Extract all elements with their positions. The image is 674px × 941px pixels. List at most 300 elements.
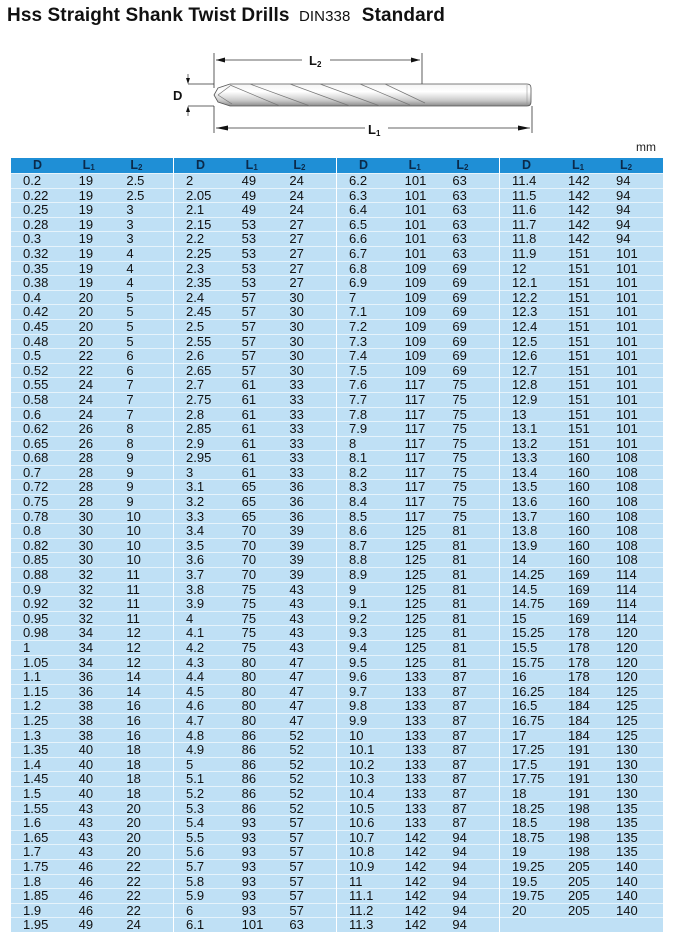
flute-length-cell: 57 xyxy=(289,873,304,889)
overall-length-cell: 53 xyxy=(241,275,257,291)
flute-length-cell: 63 xyxy=(289,917,304,933)
flute-length-cell: 57 xyxy=(289,902,304,918)
diameter-cell: 18.5 xyxy=(512,815,538,831)
diameter-cell: 2.7 xyxy=(186,377,205,393)
table-row xyxy=(174,261,336,276)
table-row xyxy=(11,334,173,349)
header-subscript: 1 xyxy=(90,163,95,172)
diameter-cell: 1.8 xyxy=(23,873,42,889)
title-standard: DIN338 xyxy=(298,8,351,25)
overall-length-cell: 36 xyxy=(78,683,94,699)
overall-length-cell: 205 xyxy=(568,902,590,918)
flute-length-cell: 27 xyxy=(289,260,304,276)
diameter-cell: 10.7 xyxy=(349,829,375,845)
table-row xyxy=(174,611,336,626)
overall-length-cell: 53 xyxy=(241,245,257,261)
diameter-cell: 2.1 xyxy=(186,202,205,218)
flute-length-cell: 18 xyxy=(126,785,141,801)
flute-length-cell: 81 xyxy=(452,596,467,612)
overall-length-cell: 93 xyxy=(241,902,257,918)
diameter-cell: 0.82 xyxy=(23,537,49,553)
diameter-cell: 4.9 xyxy=(186,742,205,758)
table-row xyxy=(500,917,663,932)
header-label: L xyxy=(408,158,417,172)
flute-length-cell: 120 xyxy=(616,669,638,685)
header-cell xyxy=(399,158,447,173)
table-row xyxy=(337,231,499,246)
table-row xyxy=(174,275,336,290)
flute-length-cell: 75 xyxy=(452,494,467,510)
overall-length-cell: 61 xyxy=(241,391,257,407)
diameter-cell: 13.6 xyxy=(512,494,538,510)
overall-length-cell: 151 xyxy=(568,362,590,378)
table-row xyxy=(174,479,336,494)
header-subscript: 2 xyxy=(464,163,469,172)
diameter-cell: 1.05 xyxy=(23,654,49,670)
overall-length-cell: 101 xyxy=(241,917,264,933)
flute-length-cell: 57 xyxy=(289,844,304,860)
flute-length-cell: 22 xyxy=(126,873,141,889)
flute-length-cell: 130 xyxy=(616,771,638,787)
flute-length-cell: 87 xyxy=(452,669,467,685)
table-row xyxy=(11,801,173,816)
table-row xyxy=(500,742,663,757)
diameter-cell: 1.4 xyxy=(23,756,42,772)
flute-length-cell: 43 xyxy=(289,640,304,655)
flute-length-cell: 18 xyxy=(126,742,141,758)
flute-length-cell: 81 xyxy=(452,610,467,626)
table-row xyxy=(11,655,173,670)
table-row xyxy=(500,888,663,903)
table-row xyxy=(11,275,173,290)
table-row xyxy=(500,874,663,889)
table-row xyxy=(500,304,663,319)
overall-length-cell: 75 xyxy=(241,581,257,597)
table-row xyxy=(500,552,663,567)
diameter-cell: 13.2 xyxy=(512,435,538,451)
table-row xyxy=(337,523,499,538)
flute-length-cell: 10 xyxy=(126,552,141,568)
flute-length-cell: 3 xyxy=(126,216,134,232)
table-header-row xyxy=(500,158,663,173)
diameter-cell: 4.5 xyxy=(186,683,205,699)
overall-length-cell: 70 xyxy=(241,537,257,553)
overall-length-cell: 65 xyxy=(241,479,257,495)
flute-length-cell: 63 xyxy=(452,231,467,247)
flute-length-cell: 52 xyxy=(289,785,304,801)
diameter-cell: 3.5 xyxy=(186,537,205,553)
overall-length-cell: 142 xyxy=(568,216,590,232)
table-row xyxy=(500,479,663,494)
flute-length-cell: 81 xyxy=(452,567,467,583)
overall-length-cell: 93 xyxy=(241,829,257,845)
flute-length-cell: 57 xyxy=(289,829,304,845)
diameter-cell: 2.15 xyxy=(186,216,212,232)
table-row xyxy=(174,669,336,684)
flute-length-cell: 33 xyxy=(289,464,304,480)
overall-length-cell: 117 xyxy=(404,391,426,407)
diameter-cell: 4.6 xyxy=(186,698,205,714)
diameter-cell: 9.9 xyxy=(349,712,368,728)
table-row xyxy=(500,903,663,918)
table-row xyxy=(337,261,499,276)
flute-length-cell: 69 xyxy=(452,304,467,320)
table-row xyxy=(337,757,499,772)
table-row xyxy=(174,830,336,845)
overall-length-cell: 30 xyxy=(78,523,94,539)
flute-length-cell: 30 xyxy=(289,318,304,334)
flute-length-cell: 125 xyxy=(616,698,638,714)
header-cell xyxy=(337,158,399,173)
table-row xyxy=(500,684,663,699)
table-row xyxy=(337,275,499,290)
overall-length-cell: 28 xyxy=(78,464,94,480)
flute-length-cell: 108 xyxy=(616,479,638,495)
table-row xyxy=(500,436,663,451)
table-row xyxy=(174,625,336,640)
table-row xyxy=(174,596,336,611)
table-row xyxy=(11,582,173,597)
diameter-cell: 0.75 xyxy=(23,494,49,510)
overall-length-cell: 117 xyxy=(404,494,426,510)
flute-length-cell: 39 xyxy=(289,537,304,553)
overall-length-cell: 57 xyxy=(241,348,257,364)
flute-length-cell: 5 xyxy=(126,333,134,349)
table-row xyxy=(174,640,336,655)
overall-length-cell: 34 xyxy=(78,640,94,655)
diameter-cell: 1.45 xyxy=(23,771,49,787)
overall-length-cell: 28 xyxy=(78,479,94,495)
table-row xyxy=(337,436,499,451)
diameter-cell: 13.3 xyxy=(512,450,538,466)
overall-length-cell: 80 xyxy=(241,683,257,699)
flute-length-cell: 27 xyxy=(289,245,304,261)
diameter-cell: 17.25 xyxy=(512,742,545,758)
diameter-cell: 15.5 xyxy=(512,640,538,655)
flute-length-cell: 7 xyxy=(126,391,134,407)
table-row xyxy=(500,450,663,465)
d-label: D xyxy=(173,88,183,103)
overall-length-cell: 178 xyxy=(568,625,590,641)
table-row xyxy=(174,407,336,422)
flute-length-cell: 33 xyxy=(289,421,304,437)
diameter-cell: 12.6 xyxy=(512,348,538,364)
overall-length-cell: 57 xyxy=(241,362,257,378)
table-row xyxy=(500,611,663,626)
diameter-cell: 12.4 xyxy=(512,318,538,334)
overall-length-cell: 53 xyxy=(241,216,257,232)
overall-length-cell: 30 xyxy=(78,552,94,568)
overall-length-cell: 93 xyxy=(241,873,257,889)
table-row xyxy=(11,202,173,217)
diameter-cell: 13.5 xyxy=(512,479,538,495)
table-row xyxy=(337,742,499,757)
table-row xyxy=(500,713,663,728)
flute-length-cell xyxy=(610,918,663,932)
table-row xyxy=(337,392,499,407)
diameter-cell: 9.1 xyxy=(349,596,368,612)
table-row xyxy=(11,640,173,655)
overall-length-cell: 28 xyxy=(78,450,94,466)
table-row xyxy=(11,742,173,757)
table-row xyxy=(174,334,336,349)
flute-length-cell: 81 xyxy=(452,523,467,539)
table-row xyxy=(11,479,173,494)
diameter-cell: 14 xyxy=(512,552,527,568)
table-row xyxy=(11,830,173,845)
overall-length-cell: 43 xyxy=(78,844,94,860)
overall-length-cell: 49 xyxy=(241,173,257,188)
diameter-cell: 8.3 xyxy=(349,479,368,495)
diameter-cell: 2.55 xyxy=(186,333,212,349)
overall-length-cell: 142 xyxy=(404,844,427,860)
diameter-cell: 0.88 xyxy=(23,567,49,583)
diameter-cell: 12.8 xyxy=(512,377,538,393)
flute-length-cell: 52 xyxy=(289,800,304,816)
flute-length-cell: 14 xyxy=(126,669,141,685)
diameter-cell: 8 xyxy=(349,435,357,451)
flute-length-cell: 87 xyxy=(452,771,467,787)
overall-length-cell: 125 xyxy=(404,567,427,583)
overall-length-cell: 57 xyxy=(241,304,257,320)
overall-length-cell: 117 xyxy=(404,435,426,451)
flute-length-cell: 101 xyxy=(616,289,638,305)
table-row xyxy=(337,903,499,918)
overall-length-cell: 133 xyxy=(404,742,427,758)
diameter-cell: 13 xyxy=(512,406,527,422)
diameter-cell: 13.7 xyxy=(512,508,538,524)
overall-length-cell: 101 xyxy=(404,245,427,261)
diameter-cell: 5.5 xyxy=(186,829,205,845)
flute-length-cell: 33 xyxy=(289,377,304,393)
overall-length-cell: 142 xyxy=(404,902,427,918)
diameter-cell: 6.7 xyxy=(349,245,368,261)
overall-length-cell: 178 xyxy=(568,654,590,670)
header-label: L xyxy=(572,158,580,172)
diameter-cell: 9.6 xyxy=(349,669,368,685)
overall-length-cell: 101 xyxy=(404,202,427,218)
table-row xyxy=(500,377,663,392)
table-row xyxy=(11,859,173,874)
table-row xyxy=(500,538,663,553)
overall-length-cell: 19 xyxy=(78,260,94,276)
overall-length-cell: 109 xyxy=(404,333,427,349)
flute-length-cell: 101 xyxy=(616,304,638,320)
table-row xyxy=(11,246,173,261)
overall-length-cell: 24 xyxy=(78,406,94,422)
flute-length-cell: 75 xyxy=(452,450,467,466)
overall-length-cell: 49 xyxy=(241,202,257,218)
flute-length-cell: 101 xyxy=(616,333,638,349)
flute-length-cell: 10 xyxy=(126,537,141,553)
table-row xyxy=(174,450,336,465)
flute-length-cell: 57 xyxy=(289,858,304,874)
diameter-cell: 7.5 xyxy=(349,362,368,378)
flute-length-cell: 101 xyxy=(616,275,638,291)
table-row xyxy=(11,713,173,728)
diameter-cell: 0.58 xyxy=(23,391,49,407)
flute-length-cell: 75 xyxy=(452,377,467,393)
table-row xyxy=(174,290,336,305)
overall-length-cell: 22 xyxy=(78,348,94,364)
flute-length-cell: 36 xyxy=(289,508,304,524)
header-label: D xyxy=(196,158,206,172)
flute-length-cell: 114 xyxy=(616,567,637,583)
overall-length-cell: 32 xyxy=(78,610,94,626)
flute-length-cell: 20 xyxy=(126,815,141,831)
diameter-cell: 4.7 xyxy=(186,712,205,728)
diameter-cell: 8.7 xyxy=(349,537,368,553)
overall-length-cell: 151 xyxy=(568,245,590,261)
overall-length-cell: 151 xyxy=(568,377,590,393)
table-row xyxy=(11,304,173,319)
overall-length-cell: 26 xyxy=(78,421,94,437)
diameter-cell: 13.9 xyxy=(512,537,538,553)
overall-length-cell: 43 xyxy=(78,815,94,831)
flute-length-cell: 101 xyxy=(616,406,638,422)
flute-length-cell: 10 xyxy=(126,508,141,524)
diameter-cell: 3.2 xyxy=(186,494,205,510)
header-label: D xyxy=(522,158,532,172)
overall-length-cell: 151 xyxy=(568,289,590,305)
table-row xyxy=(500,363,663,378)
table-row xyxy=(174,771,336,786)
diameter-cell: 0.35 xyxy=(23,260,49,276)
overall-length-cell: 46 xyxy=(78,888,94,904)
overall-length-cell: 57 xyxy=(241,318,257,334)
flute-length-cell: 135 xyxy=(616,800,638,816)
header-cell xyxy=(11,158,73,173)
overall-length-cell: 46 xyxy=(78,858,94,874)
overall-length-cell: 117 xyxy=(404,421,426,437)
flute-length-cell: 75 xyxy=(452,406,467,422)
flute-length-cell: 87 xyxy=(452,698,467,714)
flute-length-cell: 63 xyxy=(452,216,467,232)
overall-length-cell: 109 xyxy=(404,362,427,378)
diameter-cell: 0.2 xyxy=(23,173,42,188)
table-row xyxy=(500,582,663,597)
table-row xyxy=(337,567,499,582)
diameter-cell: 3 xyxy=(186,464,194,480)
header-cell xyxy=(236,158,284,173)
table-row xyxy=(11,771,173,786)
diameter-cell: 11.3 xyxy=(349,917,374,933)
overall-length-cell: 142 xyxy=(404,873,427,889)
flute-length-cell: 101 xyxy=(616,435,638,451)
flute-length-cell: 22 xyxy=(126,888,141,904)
overall-length-cell: 43 xyxy=(78,829,94,845)
flute-length-cell: 33 xyxy=(289,406,304,422)
overall-length-cell: 38 xyxy=(78,727,94,743)
diameter-cell: 5.9 xyxy=(186,888,205,904)
table-row xyxy=(337,494,499,509)
overall-length-cell: 101 xyxy=(404,231,427,247)
overall-length-cell: 19 xyxy=(78,275,94,291)
header-cell xyxy=(174,158,236,173)
diameter-cell: 0.42 xyxy=(23,304,49,320)
table-row xyxy=(337,640,499,655)
flute-length-cell: 81 xyxy=(452,581,467,597)
diameter-cell: 5.4 xyxy=(186,815,205,831)
flute-length-cell: 140 xyxy=(616,873,638,889)
table-row xyxy=(337,334,499,349)
overall-length-cell: 75 xyxy=(241,640,257,655)
overall-length-cell: 43 xyxy=(78,800,94,816)
flute-length-cell: 24 xyxy=(289,187,304,203)
diameter-cell: 1.7 xyxy=(23,844,42,860)
header-label: L xyxy=(456,158,464,172)
table-row xyxy=(337,509,499,524)
table-row xyxy=(11,698,173,713)
overall-length-cell: 19 xyxy=(78,231,94,247)
diameter-cell: 12.1 xyxy=(512,275,538,291)
flute-length-cell: 11 xyxy=(126,596,140,612)
diameter-cell: 0.78 xyxy=(23,508,49,524)
flute-length-cell: 69 xyxy=(452,275,467,291)
table-header-row xyxy=(11,158,173,173)
diameter-cell: 6.5 xyxy=(349,216,368,232)
diameter-cell: 16.75 xyxy=(512,712,545,728)
diameter-cell: 5.7 xyxy=(186,858,205,874)
flute-length-cell: 39 xyxy=(289,567,304,583)
flute-length-cell: 52 xyxy=(289,742,304,758)
header-subscript: 1 xyxy=(253,163,258,172)
table-row xyxy=(174,728,336,743)
table-row xyxy=(500,275,663,290)
flute-length-cell: 81 xyxy=(452,625,467,641)
overall-length-cell: 32 xyxy=(78,581,94,597)
overall-length-cell: 49 xyxy=(241,187,257,203)
overall-length-cell: 133 xyxy=(404,771,427,787)
overall-length-cell: 133 xyxy=(404,815,427,831)
table-row xyxy=(11,450,173,465)
diameter-cell: 1.15 xyxy=(23,683,49,699)
table-row xyxy=(11,217,173,232)
flute-length-cell: 125 xyxy=(616,712,638,728)
flute-length-cell: 87 xyxy=(452,742,467,758)
table-column-group xyxy=(500,158,663,932)
header-label: D xyxy=(359,158,369,172)
diameter-cell: 16.5 xyxy=(512,698,538,714)
overall-length-cell xyxy=(562,918,610,932)
drill-spec-table xyxy=(11,158,663,932)
overall-length-cell: 125 xyxy=(404,581,427,597)
diameter-cell: 13.1 xyxy=(512,421,538,437)
diameter-cell: 0.48 xyxy=(23,333,49,349)
overall-length-cell: 142 xyxy=(404,829,427,845)
table-row xyxy=(500,348,663,363)
table-row xyxy=(174,757,336,772)
flute-length-cell: 11 xyxy=(126,581,140,597)
flute-length-cell: 125 xyxy=(616,683,638,699)
diameter-cell: 0.7 xyxy=(23,464,42,480)
flute-length-cell: 57 xyxy=(289,815,304,831)
flute-length-cell: 81 xyxy=(452,552,467,568)
table-row xyxy=(500,757,663,772)
diameter-cell: 12 xyxy=(512,260,527,276)
flute-length-cell: 27 xyxy=(289,275,304,291)
diameter-cell: 5.6 xyxy=(186,844,205,860)
table-row xyxy=(174,436,336,451)
diameter-cell: 10.5 xyxy=(349,800,375,816)
header-cell xyxy=(73,158,121,173)
flute-length-cell: 75 xyxy=(452,479,467,495)
flute-length-cell: 87 xyxy=(452,756,467,772)
overall-length-cell: 38 xyxy=(78,698,94,714)
flute-length-cell: 3 xyxy=(126,202,134,218)
overall-length-cell: 19 xyxy=(78,187,94,203)
flute-length-cell: 63 xyxy=(452,187,467,203)
